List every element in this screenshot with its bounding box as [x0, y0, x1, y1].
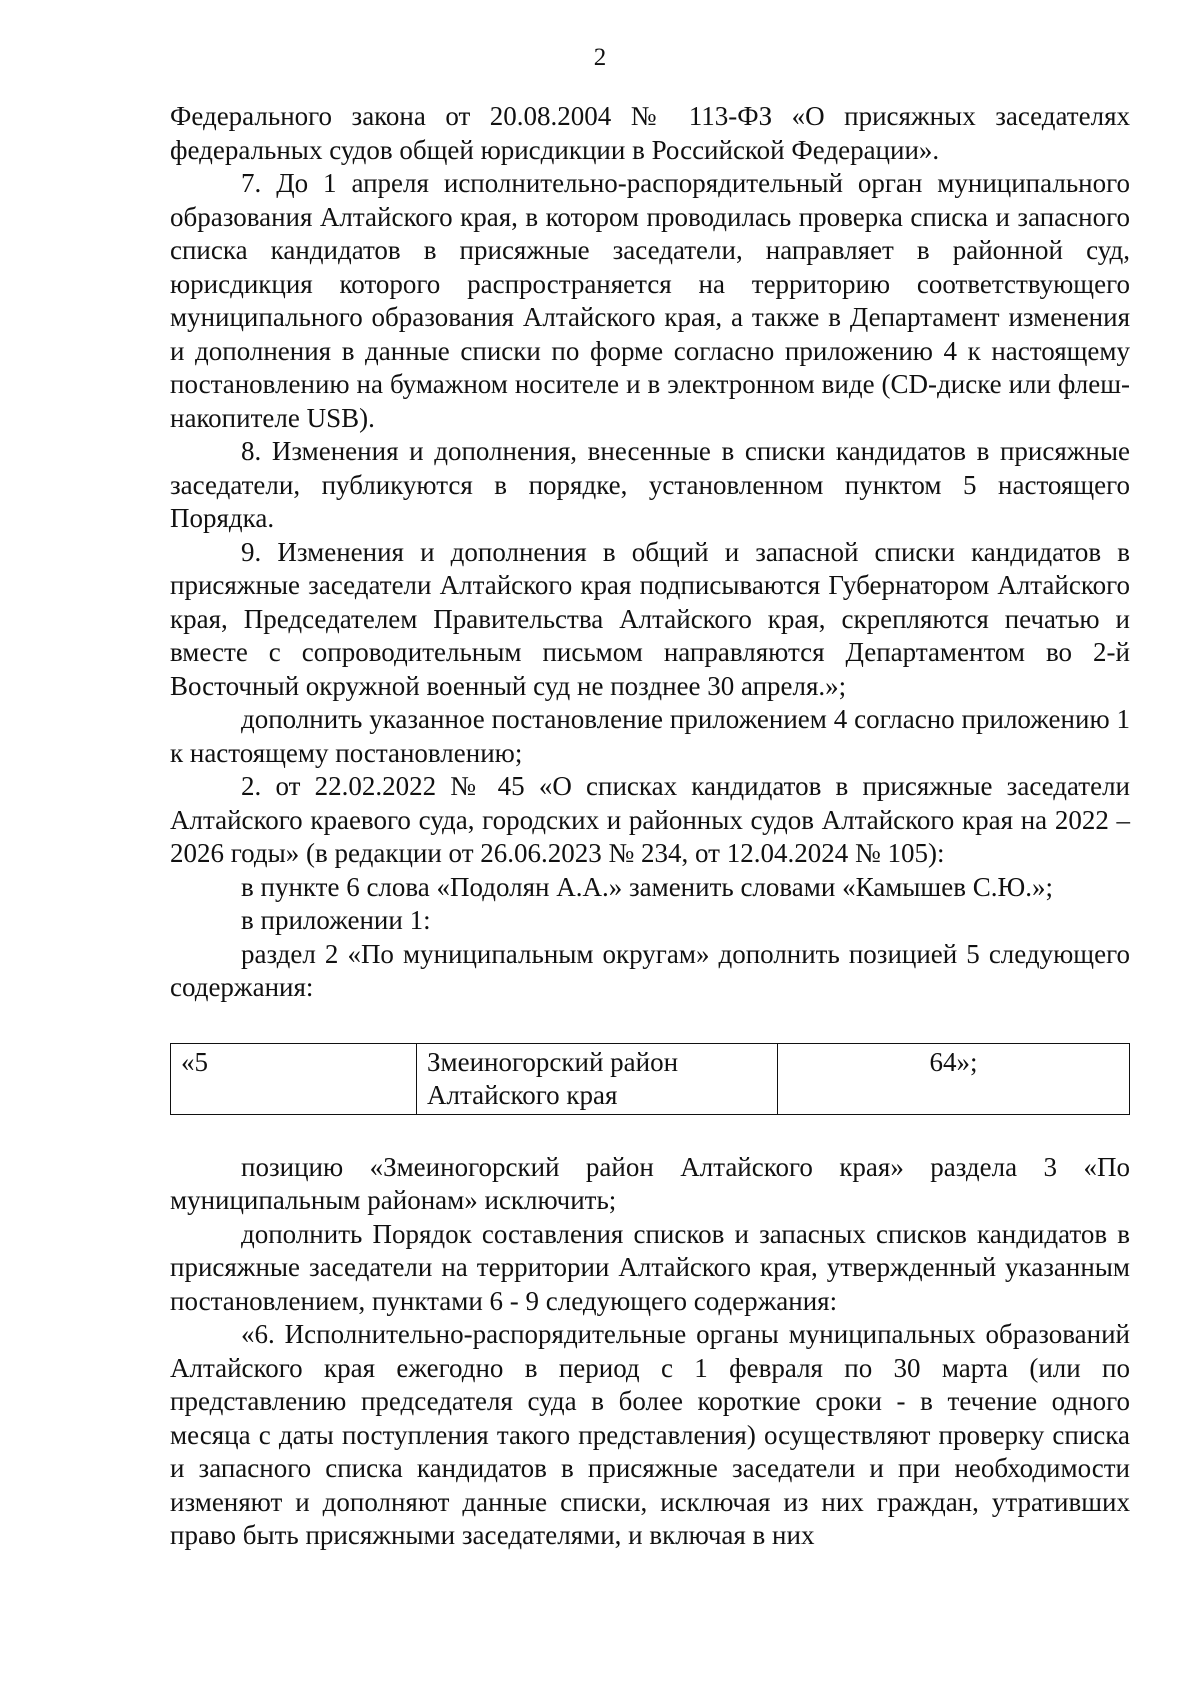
table-cell-name [417, 1043, 778, 1114]
paragraph: дополнить указанное постановление приложением 4 согласно приложению 1 к настоящему постановлению; [170, 704, 1130, 768]
insertion-table-wrapper [170, 1043, 1130, 1115]
paragraph: в пункте 6 слова «Подолян А.А.» заменить словами «Камышев С.Ю.»; [241, 871, 1053, 902]
paragraph: Федерального закона от 20.08.2004 № 113-ФЗ «О присяжных заседателях федеральных судов общей юрисдикции в Российской Федерации». [170, 101, 1130, 165]
paragraph-item-7: 7. До 1 апреля исполнительно-распорядительный орган муниципального образования Алтайского края, в котором проводилась проверка списка и запасного списка кандидатов в присяжные заседатели, направляет в районной суд, юрисдикция которого распространяется на территорию соответствующего муниципального образования Алтайского края, а также в Департамент изменения и дополнения в данные списки по форме согласно приложению 4 к настоящему постановлению на бумажном носителе и в электронном виде (CD-диске или флеш-накопителе USB). [170, 168, 1130, 433]
paragraph: в приложении 1: [241, 905, 431, 935]
document-body [170, 100, 1130, 1553]
paragraph: дополнить Порядок составления списков и запасных списков кандидатов в присяжные заседатели на территории Алтайского края, утвержденный указанным постановлением, пунктами 6 - 9 следующего содержания: [170, 1218, 1130, 1316]
table-cell-name-line: Змеиногорский район [427, 1046, 679, 1077]
paragraph-item-6: «6. Исполнительно-распорядительные органы муниципальных образований Алтайского края ежегодно в период с 1 февраля по 30 марта (или по представлению председателя суда в более короткие сроки - в течение одного месяца с даты поступления такого представления) осуществляют проверку списка и запасного списка кандидатов в присяжные заседатели и при необходимости изменяют и дополняют данные списки, исключая из них граждан, утративших право быть присяжными заседателями, и включая в них [170, 1319, 1130, 1550]
paragraph: позицию «Змеиногорский район Алтайского края» раздела 3 «По муниципальным районам» исключить; [170, 1151, 1130, 1215]
paragraph-item-8: 8. Изменения и дополнения, внесенные в списки кандидатов в присяжные заседатели, публикуются в порядке, установленном пунктом 5 настоящего Порядка. [170, 436, 1130, 533]
paragraph-item-9: 9. Изменения и дополнения в общий и запасной списки кандидатов в присяжные заседатели Алтайского края подписываются Губернатором Алтайского края, Председателем Правительства Алтайского края, скрепляются печатью и вместе с сопроводительным письмом направляются Департаментом во 2-й Восточный окружной военный суд не позднее 30 апреля.»; [170, 536, 1130, 701]
page-number: 2 [593, 44, 607, 71]
paragraph: раздел 2 «По муниципальным округам» дополнить позицией 5 следующего содержания: [170, 938, 1130, 1002]
table-row [171, 1043, 1130, 1114]
paragraph-decree-2: 2. от 22.02.2022 № 45 «О списках кандидатов в присяжные заседатели Алтайского краевого суда, городских и районных судов Алтайского края на 2022 – 2026 годы» (в редакции от 26.06.2023 № 234, от 12.04.2024 № 105): [170, 771, 1130, 868]
table-cell-value: 64»; [778, 1043, 1130, 1114]
table-cell-number: «5 [171, 1043, 417, 1114]
insertion-table [170, 1043, 1130, 1115]
table-cell-name-line: Алтайского края [427, 1079, 618, 1110]
